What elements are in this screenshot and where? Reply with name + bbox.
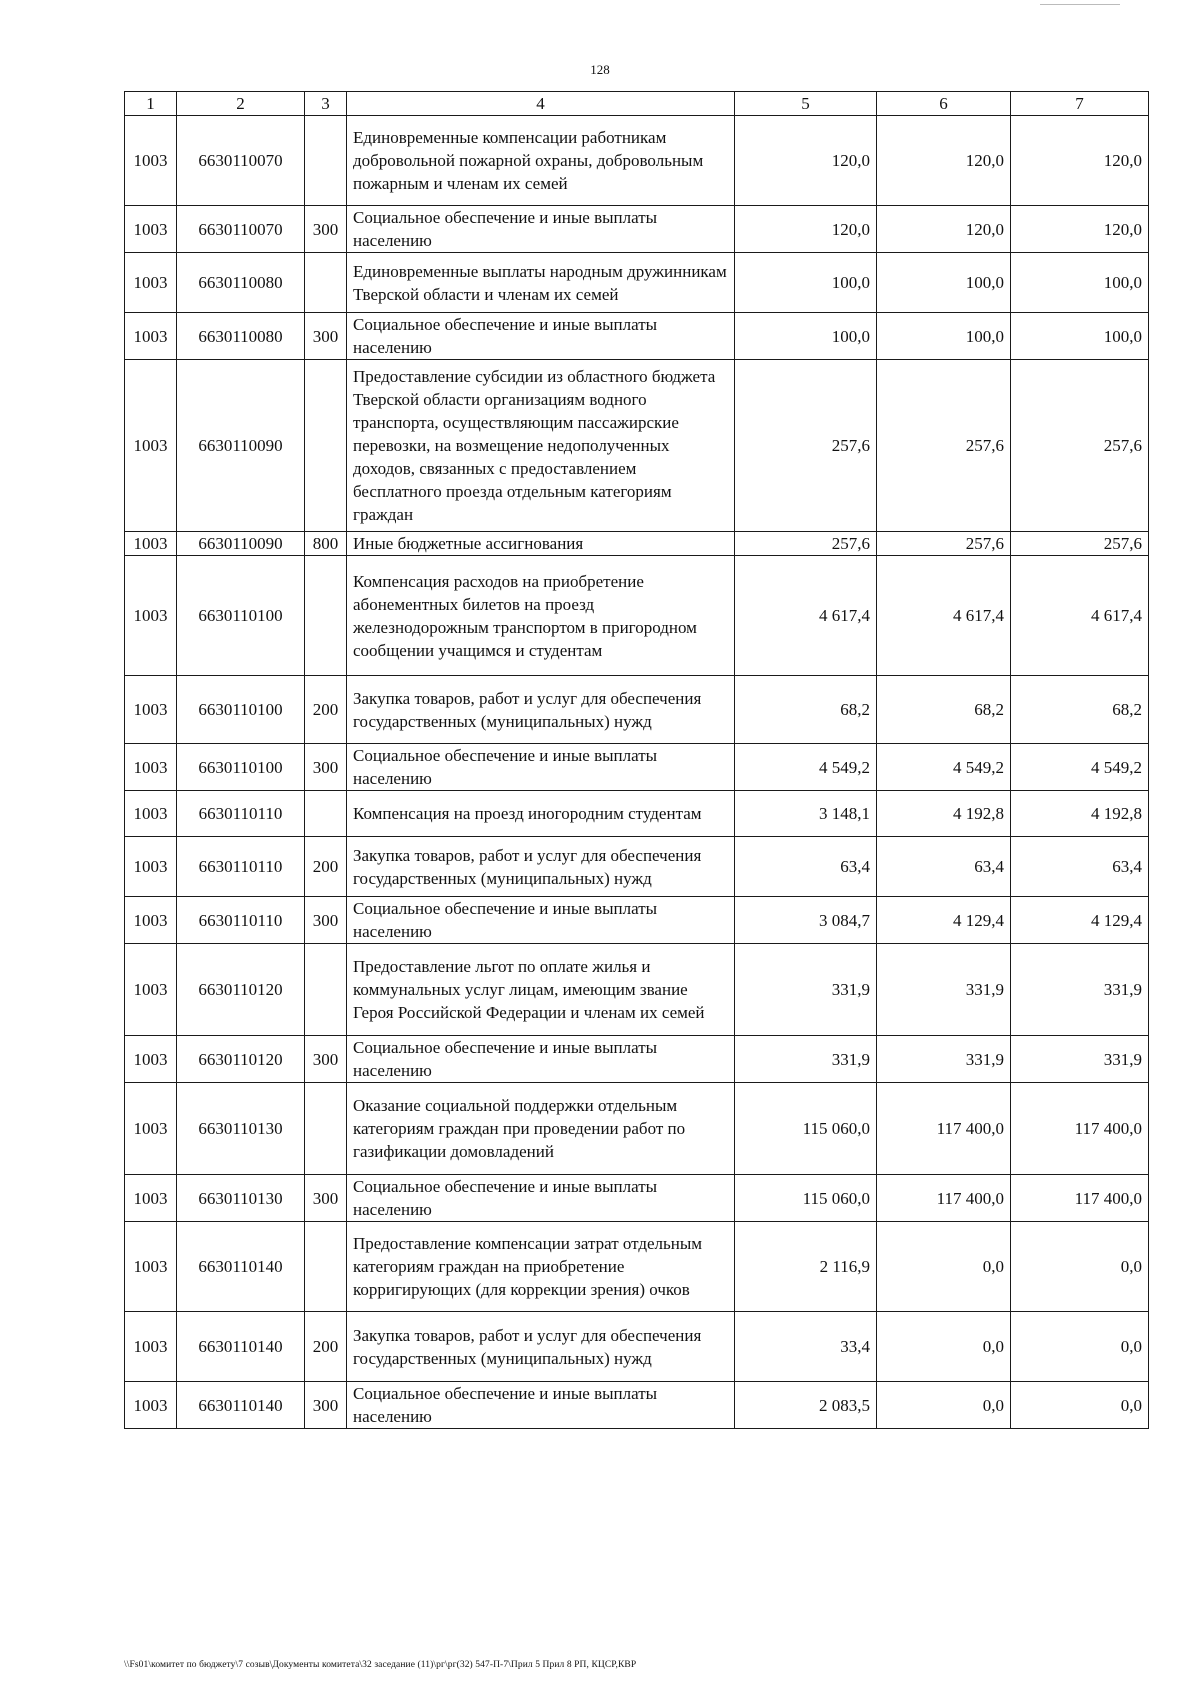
expense-type-cell bbox=[305, 253, 347, 313]
amount-col6-cell: 0,0 bbox=[877, 1222, 1011, 1312]
amount-col6-cell: 100,0 bbox=[877, 313, 1011, 360]
table-row bbox=[125, 1312, 1149, 1382]
amount-col5-cell: 2 116,9 bbox=[735, 1222, 877, 1312]
amount-col5-cell: 331,9 bbox=[735, 1036, 877, 1083]
section-code-cell: 1003 bbox=[125, 532, 177, 556]
table-row bbox=[125, 1036, 1149, 1083]
amount-col6-cell: 4 549,2 bbox=[877, 744, 1011, 791]
target-article-cell: 6630110100 bbox=[177, 676, 305, 744]
amount-col7-cell: 100,0 bbox=[1011, 313, 1149, 360]
section-code-cell: 1003 bbox=[125, 1222, 177, 1312]
section-code-cell: 1003 bbox=[125, 744, 177, 791]
table-row bbox=[125, 556, 1149, 676]
amount-col6-cell: 68,2 bbox=[877, 676, 1011, 744]
section-code-cell: 1003 bbox=[125, 791, 177, 837]
section-code-cell: 1003 bbox=[125, 1175, 177, 1222]
expense-type-cell: 300 bbox=[305, 1175, 347, 1222]
amount-col5-cell: 63,4 bbox=[735, 837, 877, 897]
section-code-cell: 1003 bbox=[125, 1312, 177, 1382]
description-cell: Социальное обеспечение и иные выплаты населению bbox=[347, 206, 735, 253]
description-cell: Предоставление субсидии из областного бюджета Тверской области организациям водного транспорта, осуществляющим пассажирские перевозки, на возмещение недополученных доходов, связанных с предоставлением бесплатного проезда отдельным категориям граждан bbox=[347, 360, 735, 532]
amount-col6-cell: 117 400,0 bbox=[877, 1083, 1011, 1175]
section-code-cell: 1003 bbox=[125, 1083, 177, 1175]
amount-col7-cell: 68,2 bbox=[1011, 676, 1149, 744]
target-article-cell: 6630110120 bbox=[177, 1036, 305, 1083]
target-article-cell: 6630110110 bbox=[177, 897, 305, 944]
table-row bbox=[125, 944, 1149, 1036]
target-article-cell: 6630110130 bbox=[177, 1083, 305, 1175]
amount-col7-cell: 257,6 bbox=[1011, 532, 1149, 556]
amount-col5-cell: 33,4 bbox=[735, 1312, 877, 1382]
column-header: 5 bbox=[735, 92, 877, 116]
amount-col5-cell: 257,6 bbox=[735, 532, 877, 556]
amount-col6-cell: 0,0 bbox=[877, 1312, 1011, 1382]
expense-type-cell bbox=[305, 556, 347, 676]
target-article-cell: 6630110070 bbox=[177, 116, 305, 206]
expense-type-cell bbox=[305, 791, 347, 837]
expense-type-cell bbox=[305, 944, 347, 1036]
table-row bbox=[125, 897, 1149, 944]
description-cell: Закупка товаров, работ и услуг для обеспечения государственных (муниципальных) нужд bbox=[347, 837, 735, 897]
section-code-cell: 1003 bbox=[125, 360, 177, 532]
table-row bbox=[125, 360, 1149, 532]
amount-col7-cell: 0,0 bbox=[1011, 1382, 1149, 1429]
target-article-cell: 6630110110 bbox=[177, 837, 305, 897]
section-code-cell: 1003 bbox=[125, 116, 177, 206]
target-article-cell: 6630110090 bbox=[177, 360, 305, 532]
description-cell: Закупка товаров, работ и услуг для обеспечения государственных (муниципальных) нужд bbox=[347, 676, 735, 744]
expense-type-cell bbox=[305, 116, 347, 206]
amount-col5-cell: 100,0 bbox=[735, 313, 877, 360]
description-cell: Компенсация расходов на приобретение абонементных билетов на проезд железнодорожным транспортом в пригородном сообщении учащимся и студентам bbox=[347, 556, 735, 676]
amount-col7-cell: 331,9 bbox=[1011, 1036, 1149, 1083]
amount-col5-cell: 3 084,7 bbox=[735, 897, 877, 944]
amount-col5-cell: 4 549,2 bbox=[735, 744, 877, 791]
table-row bbox=[125, 1175, 1149, 1222]
amount-col7-cell: 100,0 bbox=[1011, 253, 1149, 313]
expense-type-cell: 800 bbox=[305, 532, 347, 556]
table-row bbox=[125, 206, 1149, 253]
amount-col6-cell: 4 192,8 bbox=[877, 791, 1011, 837]
column-header: 3 bbox=[305, 92, 347, 116]
section-code-cell: 1003 bbox=[125, 556, 177, 676]
section-code-cell: 1003 bbox=[125, 1036, 177, 1083]
target-article-cell: 6630110070 bbox=[177, 206, 305, 253]
description-cell: Единовременные компенсации работникам добровольной пожарной охраны, добровольным пожарным и членам их семей bbox=[347, 116, 735, 206]
description-cell: Социальное обеспечение и иные выплаты населению bbox=[347, 744, 735, 791]
amount-col7-cell: 117 400,0 bbox=[1011, 1083, 1149, 1175]
section-code-cell: 1003 bbox=[125, 837, 177, 897]
amount-col7-cell: 63,4 bbox=[1011, 837, 1149, 897]
amount-col7-cell: 4 129,4 bbox=[1011, 897, 1149, 944]
amount-col6-cell: 120,0 bbox=[877, 116, 1011, 206]
table-row bbox=[125, 1083, 1149, 1175]
target-article-cell: 6630110080 bbox=[177, 253, 305, 313]
section-code-cell: 1003 bbox=[125, 944, 177, 1036]
column-header: 2 bbox=[177, 92, 305, 116]
description-cell: Закупка товаров, работ и услуг для обеспечения государственных (муниципальных) нужд bbox=[347, 1312, 735, 1382]
target-article-cell: 6630110080 bbox=[177, 313, 305, 360]
amount-col7-cell: 117 400,0 bbox=[1011, 1175, 1149, 1222]
section-code-cell: 1003 bbox=[125, 206, 177, 253]
amount-col6-cell: 117 400,0 bbox=[877, 1175, 1011, 1222]
table-row bbox=[125, 1382, 1149, 1429]
description-cell: Оказание социальной поддержки отдельным категориям граждан при проведении работ по газификации домовладений bbox=[347, 1083, 735, 1175]
amount-col6-cell: 0,0 bbox=[877, 1382, 1011, 1429]
amount-col6-cell: 331,9 bbox=[877, 944, 1011, 1036]
amount-col5-cell: 120,0 bbox=[735, 206, 877, 253]
amount-col7-cell: 120,0 bbox=[1011, 116, 1149, 206]
table-row bbox=[125, 116, 1149, 206]
amount-col7-cell: 331,9 bbox=[1011, 944, 1149, 1036]
description-cell: Социальное обеспечение и иные выплаты населению bbox=[347, 1382, 735, 1429]
expense-type-cell: 300 bbox=[305, 313, 347, 360]
amount-col6-cell: 4 129,4 bbox=[877, 897, 1011, 944]
section-code-cell: 1003 bbox=[125, 253, 177, 313]
description-cell: Предоставление компенсации затрат отдельным категориям граждан на приобретение корригирующих (для коррекции зрения) очков bbox=[347, 1222, 735, 1312]
description-cell: Компенсация на проезд иногородним студентам bbox=[347, 791, 735, 837]
amount-col6-cell: 100,0 bbox=[877, 253, 1011, 313]
target-article-cell: 6630110090 bbox=[177, 532, 305, 556]
amount-col7-cell: 4 617,4 bbox=[1011, 556, 1149, 676]
table-row bbox=[125, 532, 1149, 556]
amount-col7-cell: 4 549,2 bbox=[1011, 744, 1149, 791]
amount-col5-cell: 68,2 bbox=[735, 676, 877, 744]
description-cell: Социальное обеспечение и иные выплаты населению bbox=[347, 897, 735, 944]
description-cell: Единовременные выплаты народным дружинникам Тверской области и членам их семей bbox=[347, 253, 735, 313]
amount-col7-cell: 257,6 bbox=[1011, 360, 1149, 532]
target-article-cell: 6630110140 bbox=[177, 1222, 305, 1312]
expense-type-cell: 200 bbox=[305, 676, 347, 744]
header-row bbox=[125, 92, 1149, 116]
table-row bbox=[125, 253, 1149, 313]
expense-type-cell bbox=[305, 360, 347, 532]
amount-col7-cell: 120,0 bbox=[1011, 206, 1149, 253]
target-article-cell: 6630110140 bbox=[177, 1312, 305, 1382]
description-cell: Социальное обеспечение и иные выплаты населению bbox=[347, 1036, 735, 1083]
table-row bbox=[125, 313, 1149, 360]
amount-col6-cell: 63,4 bbox=[877, 837, 1011, 897]
expense-type-cell bbox=[305, 1222, 347, 1312]
expense-type-cell: 200 bbox=[305, 837, 347, 897]
section-code-cell: 1003 bbox=[125, 1382, 177, 1429]
budget-table bbox=[124, 91, 1149, 1429]
amount-col5-cell: 4 617,4 bbox=[735, 556, 877, 676]
target-article-cell: 6630110110 bbox=[177, 791, 305, 837]
amount-col5-cell: 115 060,0 bbox=[735, 1083, 877, 1175]
amount-col5-cell: 120,0 bbox=[735, 116, 877, 206]
column-header: 7 bbox=[1011, 92, 1149, 116]
amount-col7-cell: 4 192,8 bbox=[1011, 791, 1149, 837]
section-code-cell: 1003 bbox=[125, 313, 177, 360]
amount-col6-cell: 4 617,4 bbox=[877, 556, 1011, 676]
expense-type-cell: 300 bbox=[305, 1382, 347, 1429]
description-cell: Социальное обеспечение и иные выплаты населению bbox=[347, 1175, 735, 1222]
amount-col7-cell: 0,0 bbox=[1011, 1312, 1149, 1382]
table-row bbox=[125, 676, 1149, 744]
expense-type-cell: 200 bbox=[305, 1312, 347, 1382]
amount-col6-cell: 257,6 bbox=[877, 360, 1011, 532]
amount-col6-cell: 120,0 bbox=[877, 206, 1011, 253]
table-row bbox=[125, 791, 1149, 837]
column-header: 6 bbox=[877, 92, 1011, 116]
column-header: 1 bbox=[125, 92, 177, 116]
table-row bbox=[125, 744, 1149, 791]
section-code-cell: 1003 bbox=[125, 897, 177, 944]
target-article-cell: 6630110140 bbox=[177, 1382, 305, 1429]
column-header: 4 bbox=[347, 92, 735, 116]
amount-col6-cell: 331,9 bbox=[877, 1036, 1011, 1083]
amount-col6-cell: 257,6 bbox=[877, 532, 1011, 556]
amount-col7-cell: 0,0 bbox=[1011, 1222, 1149, 1312]
amount-col5-cell: 257,6 bbox=[735, 360, 877, 532]
scan-artifact-line bbox=[1040, 4, 1120, 5]
description-cell: Предоставление льгот по оплате жилья и коммунальных услуг лицам, имеющим звание Героя Российской Федерации и членам их семей bbox=[347, 944, 735, 1036]
amount-col5-cell: 115 060,0 bbox=[735, 1175, 877, 1222]
target-article-cell: 6630110120 bbox=[177, 944, 305, 1036]
table-row bbox=[125, 1222, 1149, 1312]
expense-type-cell: 300 bbox=[305, 897, 347, 944]
amount-col5-cell: 331,9 bbox=[735, 944, 877, 1036]
description-cell: Иные бюджетные ассигнования bbox=[347, 532, 735, 556]
amount-col5-cell: 3 148,1 bbox=[735, 791, 877, 837]
expense-type-cell: 300 bbox=[305, 744, 347, 791]
expense-type-cell: 300 bbox=[305, 1036, 347, 1083]
target-article-cell: 6630110100 bbox=[177, 556, 305, 676]
expense-type-cell bbox=[305, 1083, 347, 1175]
target-article-cell: 6630110130 bbox=[177, 1175, 305, 1222]
table-row bbox=[125, 837, 1149, 897]
amount-col5-cell: 100,0 bbox=[735, 253, 877, 313]
description-cell: Социальное обеспечение и иные выплаты населению bbox=[347, 313, 735, 360]
section-code-cell: 1003 bbox=[125, 676, 177, 744]
footer-file-path: \\Fs01\комитет по бюджету\7 созыв\Документы комитета\32 заседание (11)\рг\рг(32) 547-П-7\Прил 5 Прил 8 РП, КЦСР,КВР bbox=[124, 1660, 637, 1670]
page-number: 128 bbox=[590, 62, 610, 77]
amount-col5-cell: 2 083,5 bbox=[735, 1382, 877, 1429]
expense-type-cell: 300 bbox=[305, 206, 347, 253]
target-article-cell: 6630110100 bbox=[177, 744, 305, 791]
